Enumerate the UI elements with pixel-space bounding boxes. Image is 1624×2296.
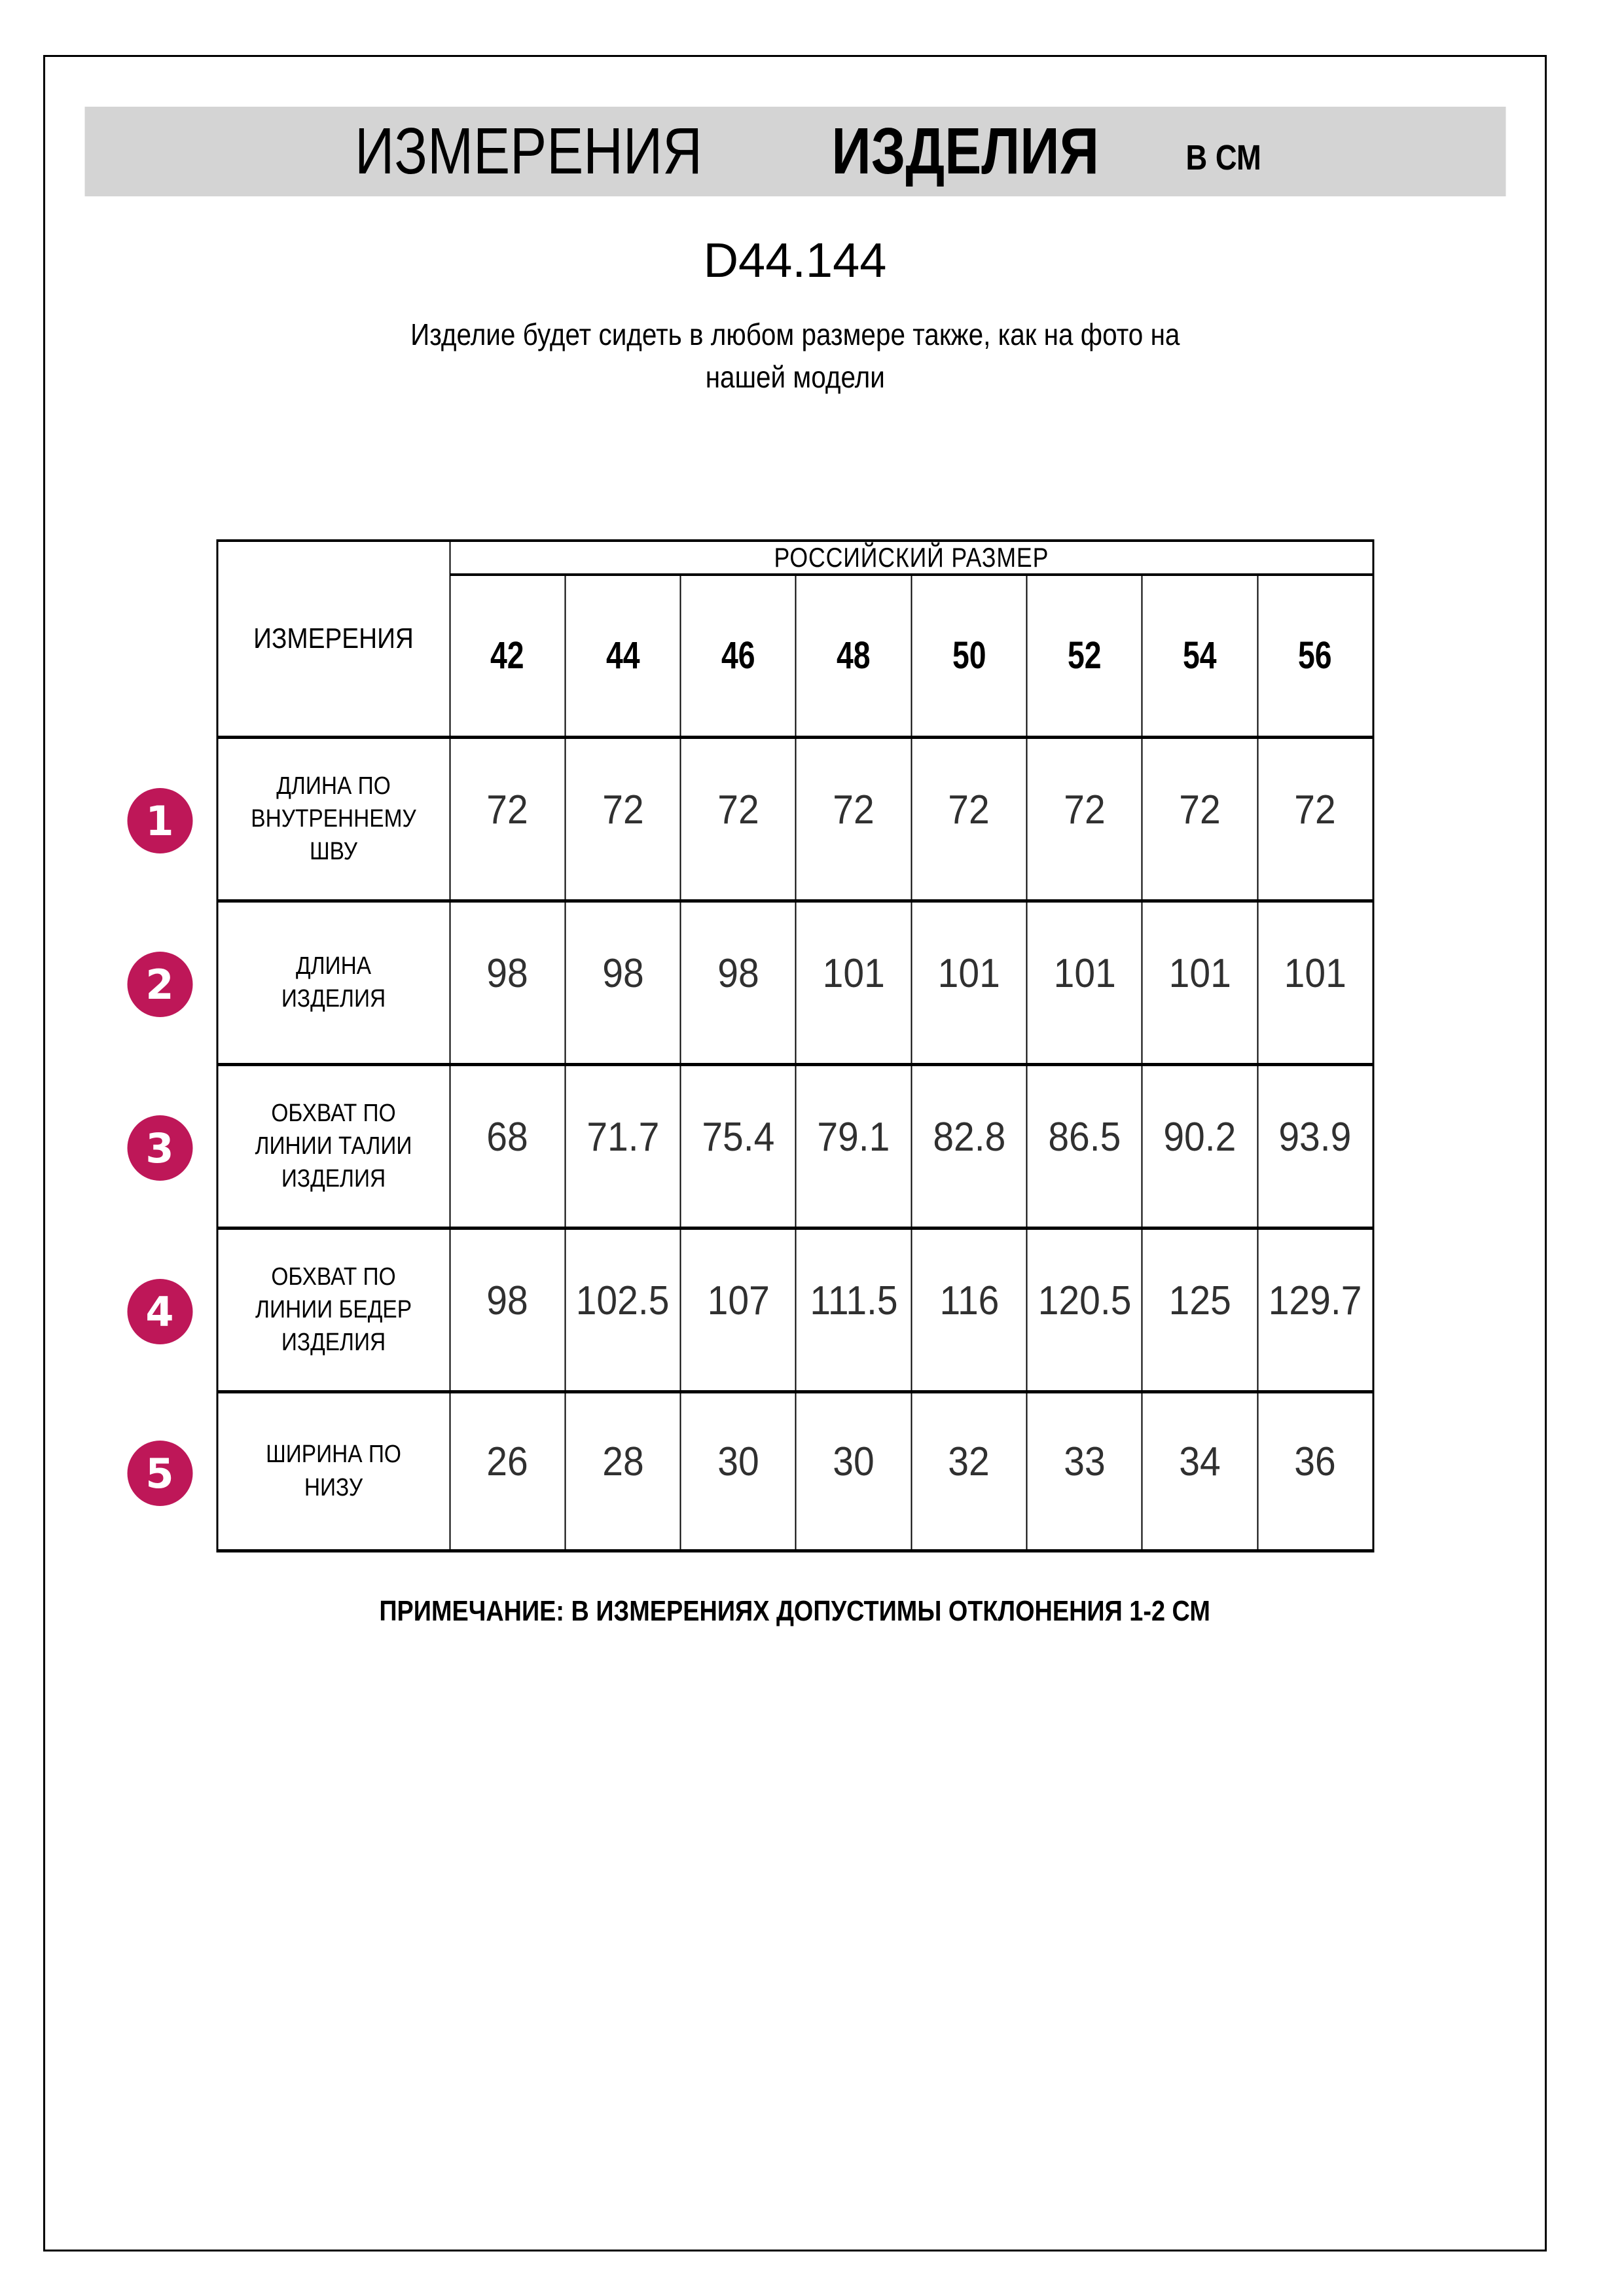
value-cell: 90.2 — [1142, 1064, 1257, 1228]
page-border — [43, 55, 1547, 2251]
row-number-badge-2 — [127, 952, 192, 1017]
size-46: 46 — [721, 634, 755, 677]
value-cell: 72 — [450, 737, 565, 901]
row-label-cell — [217, 1064, 450, 1228]
badge-2-number: 2 — [145, 960, 174, 1009]
value-cell: 111.5 — [796, 1228, 911, 1391]
value-cell: 28 — [565, 1391, 680, 1551]
row-number-badge-1 — [127, 788, 192, 853]
value-cell: 30 — [681, 1391, 796, 1551]
value-cell: 101 — [1257, 901, 1373, 1064]
row-label-cell — [217, 1228, 450, 1391]
table-row — [217, 1064, 1373, 1228]
value-cell: 101 — [911, 901, 1026, 1064]
row-label-cell — [217, 901, 450, 1064]
row-number-badge-3 — [127, 1115, 192, 1181]
value-cell: 101 — [796, 901, 911, 1064]
value-cell: 86.5 — [1027, 1064, 1142, 1228]
size-cell — [796, 575, 911, 737]
row-label: ШИРИНА ПО НИЗУ — [266, 1441, 401, 1501]
row-label-cell — [217, 1391, 450, 1551]
value-cell: 72 — [796, 737, 911, 901]
badge-3-number: 3 — [145, 1124, 174, 1172]
size-cell — [450, 575, 565, 737]
product-code: D44.144 — [703, 233, 887, 287]
table-row — [217, 1391, 1373, 1551]
group-header-label: РОССИЙСКИЙ РАЗМЕР — [774, 542, 1049, 573]
value-cell: 82.8 — [911, 1064, 1026, 1228]
value-cell: 98 — [565, 901, 680, 1064]
size-42: 42 — [490, 634, 525, 677]
size-cell — [565, 575, 680, 737]
subtitle — [45, 314, 1545, 399]
value-cell: 36 — [1257, 1391, 1373, 1551]
value-cell: 32 — [911, 1391, 1026, 1551]
value-cell: 34 — [1142, 1391, 1257, 1551]
subtitle-line-2: нашей модели — [705, 360, 885, 395]
value-cell: 30 — [796, 1391, 911, 1551]
size-44: 44 — [605, 634, 640, 677]
value-cell: 72 — [681, 737, 796, 901]
title-band — [84, 107, 1506, 196]
value-cell: 68 — [450, 1064, 565, 1228]
row-number-badge-4 — [127, 1279, 192, 1344]
table-corner-cell — [217, 541, 450, 737]
size-cell — [1142, 575, 1257, 737]
value-cell: 72 — [1027, 737, 1142, 901]
value-cell: 98 — [450, 901, 565, 1064]
row-label-cell — [217, 737, 450, 901]
value-cell: 116 — [911, 1228, 1026, 1391]
size-table — [216, 539, 1374, 1552]
value-cell: 72 — [1142, 737, 1257, 901]
corner-label: ИЗМЕРЕНИЯ — [253, 622, 414, 655]
value-cell: 120.5 — [1027, 1228, 1142, 1391]
page-title-product: ИЗДЕЛИЯ — [831, 115, 1100, 188]
value-cell: 125 — [1142, 1228, 1257, 1391]
size-cell — [911, 575, 1026, 737]
table-row — [217, 901, 1373, 1064]
badge-4-number: 4 — [145, 1287, 174, 1336]
value-cell: 129.7 — [1257, 1228, 1373, 1391]
table-row — [217, 1228, 1373, 1391]
value-cell: 26 — [450, 1391, 565, 1551]
value-cell: 75.4 — [681, 1064, 796, 1228]
size-table-wrap — [145, 539, 1374, 1552]
page-title-unit: В СМ — [1185, 138, 1261, 177]
value-cell: 98 — [450, 1228, 565, 1391]
value-cell: 98 — [681, 901, 796, 1064]
badge-1-number: 1 — [145, 797, 174, 845]
value-cell: 72 — [565, 737, 680, 901]
size-cell — [681, 575, 796, 737]
row-number-badge-5 — [127, 1441, 192, 1506]
size-52: 52 — [1067, 634, 1102, 677]
note — [45, 1595, 1545, 1628]
note-text: ПРИМЕЧАНИЕ: В ИЗМЕРЕНИЯХ ДОПУСТИМЫ ОТКЛОНЕНИЯ 1-2 СМ — [379, 1595, 1211, 1627]
size-56: 56 — [1298, 634, 1332, 677]
value-cell: 72 — [1257, 737, 1373, 901]
subtitle-line-1: Изделие будет сидеть в любом размере также, как на фото на — [410, 317, 1180, 351]
table-row — [217, 737, 1373, 901]
value-cell: 93.9 — [1257, 1064, 1373, 1228]
size-48: 48 — [837, 634, 871, 677]
row-label: ОБХВАТ ПО ЛИНИИ БЕДЕР ИЗДЕЛИЯ — [255, 1263, 412, 1357]
group-header-cell — [450, 541, 1373, 575]
value-cell: 72 — [911, 737, 1026, 901]
row-label: ДЛИНА ПО ВНУТРЕННЕМУ ШВУ — [251, 772, 416, 866]
row-label: ОБХВАТ ПО ЛИНИИ ТАЛИИ ИЗДЕЛИЯ — [255, 1099, 412, 1193]
size-50: 50 — [952, 634, 986, 677]
value-cell: 107 — [681, 1228, 796, 1391]
value-cell: 101 — [1142, 901, 1257, 1064]
size-cell — [1027, 575, 1142, 737]
value-cell: 71.7 — [565, 1064, 680, 1228]
value-cell: 102.5 — [565, 1228, 680, 1391]
row-label: ДЛИНА ИЗДЕЛИЯ — [281, 952, 386, 1013]
value-cell: 33 — [1027, 1391, 1142, 1551]
value-cell: 101 — [1027, 901, 1142, 1064]
size-54: 54 — [1183, 634, 1217, 677]
value-cell: 79.1 — [796, 1064, 911, 1228]
page-title-measurements: ИЗМЕРЕНИЯ — [355, 115, 703, 188]
size-cell — [1257, 575, 1373, 737]
badge-5-number: 5 — [145, 1449, 174, 1498]
